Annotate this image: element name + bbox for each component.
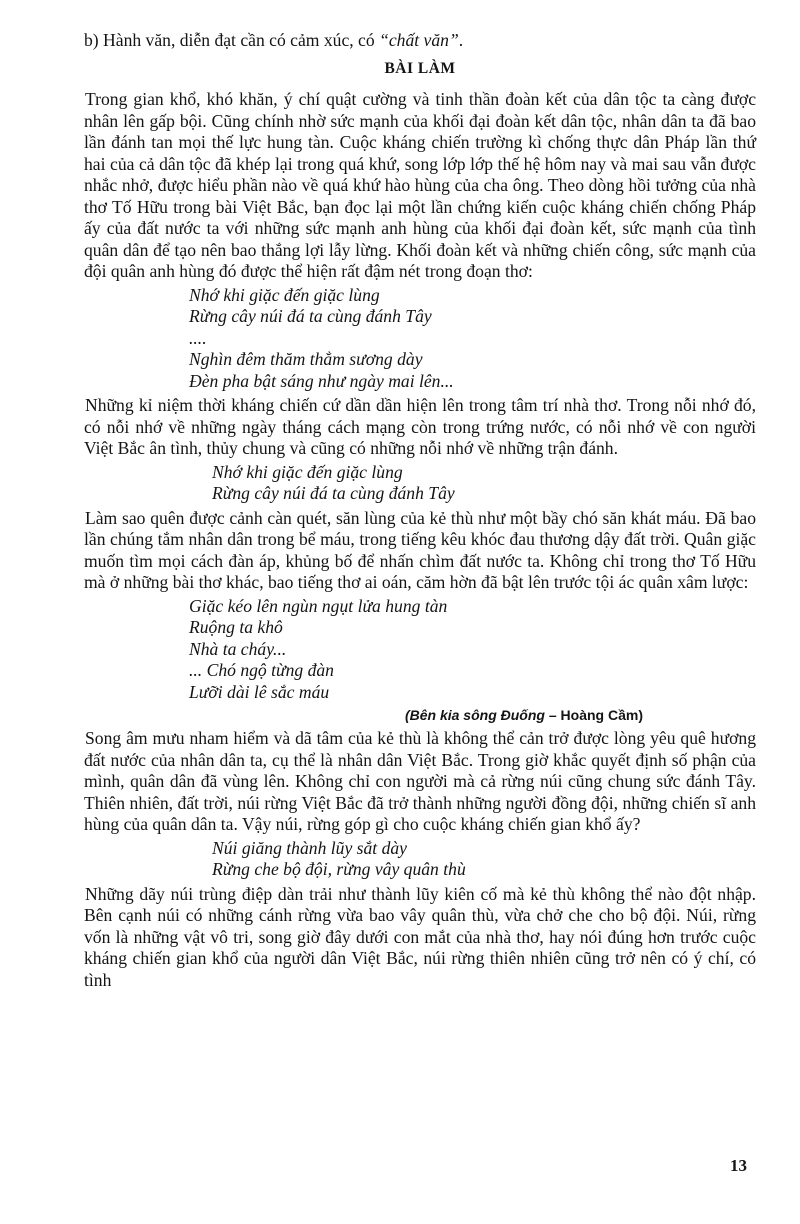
poem-excerpt-4 (84, 838, 756, 881)
poem-line: Nhớ khi giặc đến giặc lùng (212, 461, 403, 482)
poem-excerpt-1 (84, 285, 756, 393)
intro-emphasis: “chất văn” (379, 30, 459, 50)
poem-excerpt-3 (84, 596, 756, 704)
poem-line: Ruộng ta khô (189, 617, 283, 637)
paragraph-4: Song âm mưu nham hiểm và dã tâm của kẻ thù là không thể cản trở được lòng yêu quê hương đất nước của nhân dân ta, cụ thể là nhân dân Việt Bắc. Trong giờ khắc quyết định số phận của mình, quân dân đã vùng lên. Không chỉ con người mà cả rừng núi cũng chung sức đánh Tây. Thiên nhiên, đất trời, núi rừng Việt Bắc đã trở thành những người đồng đội, những chiến sĩ anh hùng của quân dân ta. Vậy núi, rừng góp gì cho cuộc kháng chiến gian khổ ấy? (84, 728, 756, 834)
paragraph-2: Những kỉ niệm thời kháng chiến cứ dần dần hiện lên trong tâm trí nhà thơ. Trong nỗi nhớ đó, có nỗi nhớ về những ngày tháng cách mạng còn trong trứng nước, có nỗi nhớ về con người Việt Bắc ân tình, thủy chung và cũng có những nỗi nhớ về những trận đánh. (84, 395, 756, 458)
poem-source (84, 705, 756, 726)
page-number: 13 (730, 1156, 747, 1175)
poem-line: Rừng che bộ đội, rừng vây quân thù (212, 859, 466, 879)
intro-line (84, 30, 756, 52)
intro-suffix: . (458, 30, 464, 50)
poem-ellipsis: .... (189, 327, 207, 348)
intro-text: b) Hành văn, diễn đạt cần có cảm xúc, có (84, 30, 380, 50)
source-open: ( (404, 707, 410, 723)
poem-excerpt-2 (84, 462, 756, 505)
poem-line: Lưỡi dài lê sắc máu (189, 681, 330, 702)
source-close: ) (638, 707, 643, 723)
page-content (84, 30, 756, 991)
poem-line: Rừng cây núi đá ta cùng đánh Tây (212, 483, 455, 503)
paragraph-3: Làm sao quên được cảnh càn quét, săn lùng của kẻ thù như một bầy chó săn khát máu. Đã bao lần chúng tắm nhân dân trong bể máu, trong tiếng kêu khóc đau thương dậy đất trời. Quân giặc muốn tìm mọi cách đàn áp, khủng bố để nhấn chìm đất nước ta. Không chỉ trong thơ Tố Hữu mà ở những bài thơ khác, bao tiếng thơ ai oán, căm hờn đã bật lên trước tội ác quân xâm lược: (84, 507, 756, 592)
poem-line: Nhớ khi giặc đến giặc lùng (189, 284, 380, 305)
section-title: BÀI LÀM (384, 59, 456, 77)
poem-line: Đèn pha bật sáng như ngày mai lên... (189, 370, 454, 391)
poem-line: Rừng cây núi đá ta cùng đánh Tây (189, 306, 432, 326)
source-work-title: Bên kia sông Đuống (409, 707, 545, 723)
paragraph-5: Những dãy núi trùng điệp dàn trải như thành lũy kiên cố mà kẻ thù không thể nào đột nhập. Bên cạnh núi có những cánh rừng vừa bao vây quân thù, vừa chở che cho bộ đội. Núi, rừng vốn là những vật vô tri, song giờ đây dưới con mắt của nhà thơ, hay nói đúng hơn trước cuộc kháng chiến gian khổ của người dân Việt Bắc, núi rừng thiên nhiên cũng trở nên có ý chí, có tình (84, 883, 756, 990)
poem-line: Nhà ta cháy... (189, 638, 287, 659)
paragraph-1: Trong gian khổ, khó khăn, ý chí quật cường và tinh thần đoàn kết của dân tộc ta càng được nhân lên gấp bội. Cũng chính nhờ sức mạnh của khối đại đoàn kết dân tộc, nhân dân ta đã bao lần đánh tan mọi thế lực hung tàn. Cuộc kháng chiến trường kì chống thực dân Pháp lần thứ hai của cả dân tộc đã khép lại trong quá khứ, song lớp lớp thế hệ hôm nay và mai sau vẫn được nhắc nhở, được hiểu phần nào về quá khứ hào hùng của cha ông. Theo dòng hồi tưởng của nhà thơ Tố Hữu trong bài Việt Bắc, bạn đọc lại một lần chứng kiến cuộc kháng chiến chống Pháp ấy của đất nước ta với những sức mạnh anh hùng của khối đại đoàn kết, sức mạnh của tình quân dân để tạo nên bao thắng lợi lẫy lừng. Khối đoàn kết và những chiến công, sức mạnh của đội quân anh hùng đó được thể hiện rất đậm nét trong đoạn thơ: (84, 89, 756, 281)
source-author: Hoàng Cầm (560, 707, 639, 723)
poem-line: Nghìn đêm thăm thẳm sương dày (189, 349, 423, 369)
poem-line: Núi giăng thành lũy sắt dày (212, 837, 407, 858)
source-dash: – (544, 707, 561, 723)
poem-line: Giặc kéo lên ngùn ngụt lửa hung tàn (189, 595, 448, 616)
poem-line: ... Chó ngộ từng đàn (189, 660, 334, 680)
